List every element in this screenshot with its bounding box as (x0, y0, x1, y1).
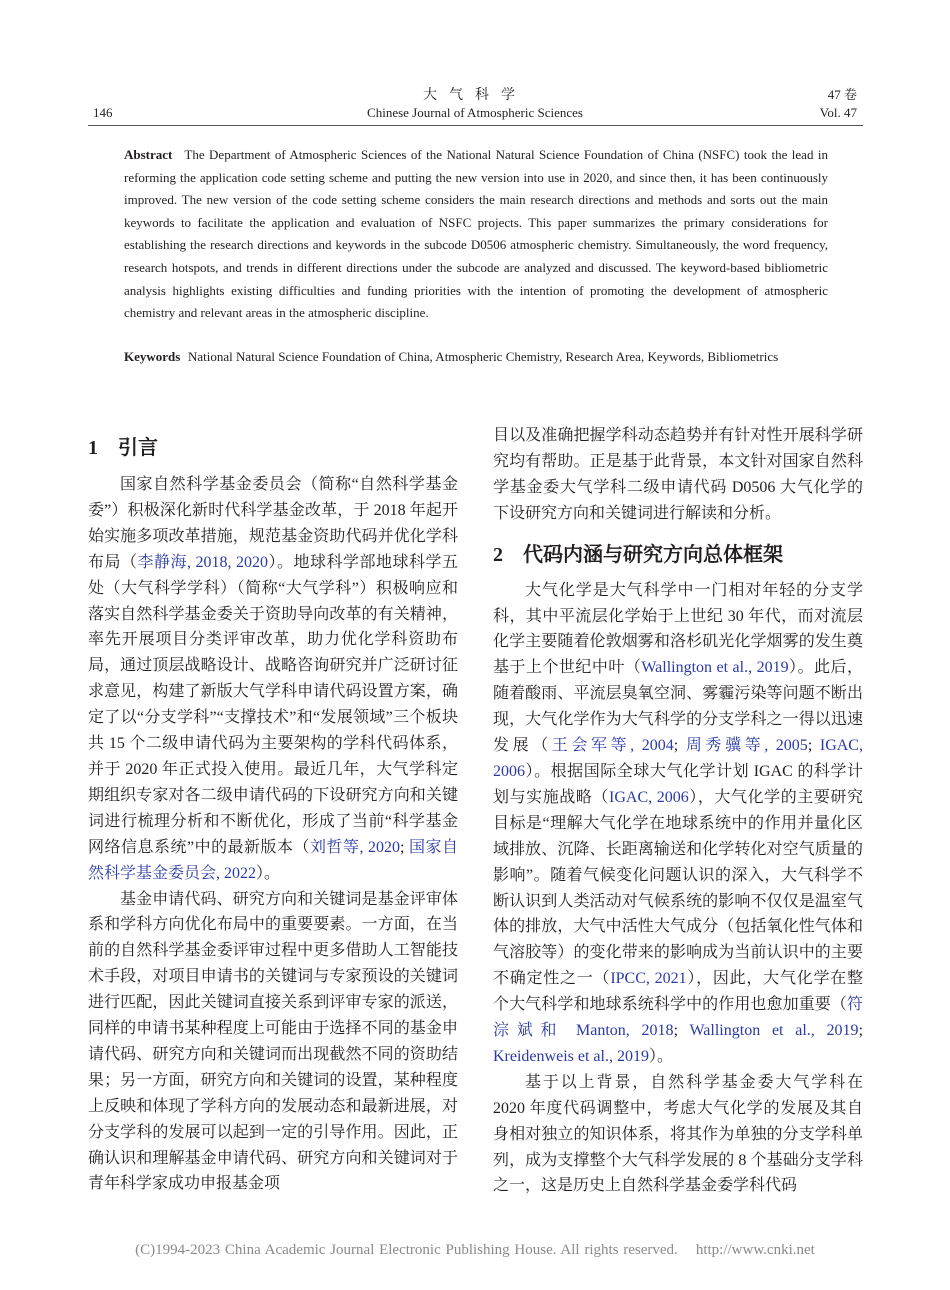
paragraph (493, 578, 863, 1070)
volume-cn: 47 卷 (827, 87, 857, 102)
paragraph (88, 887, 458, 1198)
citation-link[interactable]: Wallington et al., 2019 (641, 659, 789, 677)
section-title: 引言 (118, 435, 158, 459)
right-column (493, 423, 863, 1199)
right-body (493, 578, 863, 1200)
abstract-label: Abstract (124, 147, 173, 162)
paragraph-text: 国家自然科学基金委员会（简称“自然科学基金委”）积极深化新时代科学基金改革，于 2018 年起开始实施多项改革措施，规范基金资助代码并优化学科布局（ (88, 476, 458, 571)
keywords (124, 346, 828, 369)
section-heading-2 (493, 541, 863, 568)
paragraph-text: ; (673, 737, 686, 755)
section-number: 2 (493, 543, 503, 566)
abstract (124, 144, 828, 325)
paragraph-text: ; (807, 737, 820, 755)
section-number: 1 (88, 437, 98, 459)
abstract-text: The Department of Atmospheric Sciences of the National Natural Science Foundation of China (NSFC) took the lead in reforming the application code setting scheme and putting the new version into use in 2020, and since then, it has been continuously improved. The new version of the code setting scheme considers the main research directions and methods and sorts out the main keywords to facilitate the application and evaluation of NSFC projects. This paper summarizes the primary considerations for establishing the research directions and keywords in the subcode D0506 atmospheric chemistry. Simultaneously, the word frequency, research hotspots, and trends in different directions under the subcode are analyzed and discussed. The keyword-based bibliometric analysis highlights existing difficulties and funding priorities with the intention of promoting the development of atmospheric chemistry and relevant areas in the atmospheric discipline. (124, 147, 828, 321)
journal-title-cn: 大气科学 (423, 88, 527, 103)
paragraph-text: ）。地球科学部地球科学五处（大气科学学科）（简称“大气学科”）积极响应和落实自然科学基金委关于资助导向改革的有关精神，率先开展项目分类评审改革，助力优化学科资助布局，通过顶层战略设计、战略咨询研究并广泛研讨征求意见，构建了新版大气学科申请代码设置方案，确定了以“分支学科”“支撑技术”和“发展领域”三个板块共 15 个二级申请代码为主要架构的学科代码体系，并于 2020 年正式投入使用。最近几年，大气学科定期组织专家对各二级申请代码的下设研究方向和关键词进行梳理分析和不断优化，形成了当前“科学基金网络信息系统”中的最新版本（ (88, 553, 458, 856)
paragraph-text: ; (400, 838, 409, 856)
paragraph-text: ; (858, 1022, 864, 1040)
paragraph-text: ），大气化学的主要研究目标是“理解大气化学在地球系统中的作用并量化区域排放、沉降、长距离输送和化学转化对空气质量的影响”。随着气候变化问题认识的深入，大气科学不断认识到人类活动对气候系统的影响不仅仅是温室气体的排放，大气中活性大气成分（包括氧化性气体和气溶胶等）的变化带来的影响成为当前认识中的主要不确定性之一（ (493, 788, 863, 988)
citation-link[interactable]: 刘哲等, 2020 (310, 838, 401, 856)
citation-link[interactable]: IGAC, 2006 (493, 737, 863, 780)
header-rule (88, 125, 863, 126)
section-heading-1 (88, 434, 458, 461)
page-number: 146 (93, 105, 113, 120)
keywords-text: National Natural Science Foundation of China, Atmospheric Chemistry, Research Area, Keywords, Bibliometrics (188, 349, 779, 364)
copyright-text: (C)1994-2023 China Academic Journal Electronic Publishing House. All rights reserved. (135, 1242, 678, 1258)
citation-link[interactable]: IPCC, 2021 (610, 970, 687, 988)
copyright-footer (0, 1242, 950, 1259)
citation-link[interactable]: 符淙斌和 Manton, 2018 (493, 996, 863, 1040)
paragraph-text: ）。 (256, 864, 281, 882)
journal-title-en: Chinese Journal of Atmospheric Sciences (367, 105, 583, 120)
left-column (88, 434, 458, 1197)
paragraph-text: ; (673, 1022, 690, 1040)
citation-link[interactable]: 王会军等, 2004 (551, 737, 674, 755)
footer-url: http://www.cnki.net (695, 1242, 815, 1258)
section-title: 代码内涵与研究方向总体框架 (523, 541, 783, 566)
paragraph-continuation (493, 423, 863, 527)
citation-link[interactable]: IGAC, 2006 (609, 788, 689, 806)
paragraph (88, 472, 458, 887)
citation-link[interactable]: 周秀骥等, 2005 (685, 737, 808, 755)
citation-link[interactable]: Wallington et al., 2019 (689, 1022, 859, 1040)
citation-link[interactable]: 国家自然科学基金委员会, 2022 (88, 838, 458, 882)
paragraph-text: ）。 (648, 1047, 673, 1065)
paragraph-text: ）。根据国际全球大气化学计划 IGAC 的科学计划与实施战略（ (493, 762, 863, 806)
keywords-label: Keywords (124, 349, 181, 364)
volume-en: Vol. 47 (819, 105, 857, 120)
paragraph (493, 1070, 863, 1200)
paragraph-text: 基于以上背景，自然科学基金委大气学科在 2020 年度代码调整中，考虑大气化学的发展及其自身相对独立的知识体系，将其作为单独的分支学科单列，成为支撑整个大气科学发展的 8 个基础分支学科之一，这是历史上自然科学基金委学科代码 (493, 1073, 863, 1195)
paragraph-text: 大气化学是大气科学中一门相对年轻的分支学科，其中平流层化学始于上世纪 30 年代，而对流层化学主要随着伦敦烟雾和洛杉矶光化学烟雾的发生奠基于上个世纪中叶（ (493, 581, 863, 677)
paragraph-text: ），因此，大气化学在整个大气科学和地球系统科学中的作用也愈加重要（ (493, 970, 863, 1014)
citation-link[interactable]: 李静海, 2018, 2020 (137, 553, 268, 571)
paragraph-text: 目以及准确把握学科动态趋势并有针对性开展科学研究均有帮助。正是基于此背景，本文针对国家自然科学基金委大气学科二级申请代码 D0506 大气化学的下设研究方向和关键词进行解读和分析。 (493, 427, 863, 522)
paragraph-text: ）。此后，随着酸雨、平流层臭氧空洞、雾霾污染等问题不断出现，大气化学作为大气科学的分支学科之一得以迅速发展（ (493, 659, 863, 755)
left-body (88, 472, 458, 1197)
paragraph-text: 基金申请代码、研究方向和关键词是基金评审体系和学科方向优化布局中的重要要素。一方面，在当前的自然科学基金委评审过程中更多借助人工智能技术手段，对项目申请书的关键词与专家预设的关键词进行匹配，因此关键词直接关系到评审专家的派送，同样的申请书某种程度上可能由于选择不同的基金申请代码、研究方向和关键词而出现截然不同的资助结果；另一方面，研究方向和关键词的设置，某种程度上反映和体现了学科方向的发展动态和最新进展，对分支学科的发展可以起到一定的引导作用。因此，正确认识和理解基金申请代码、研究方向和关键词对于青年科学家成功申报基金项 (88, 890, 458, 1193)
citation-link[interactable]: Kreidenweis et al., 2019 (493, 1047, 649, 1065)
